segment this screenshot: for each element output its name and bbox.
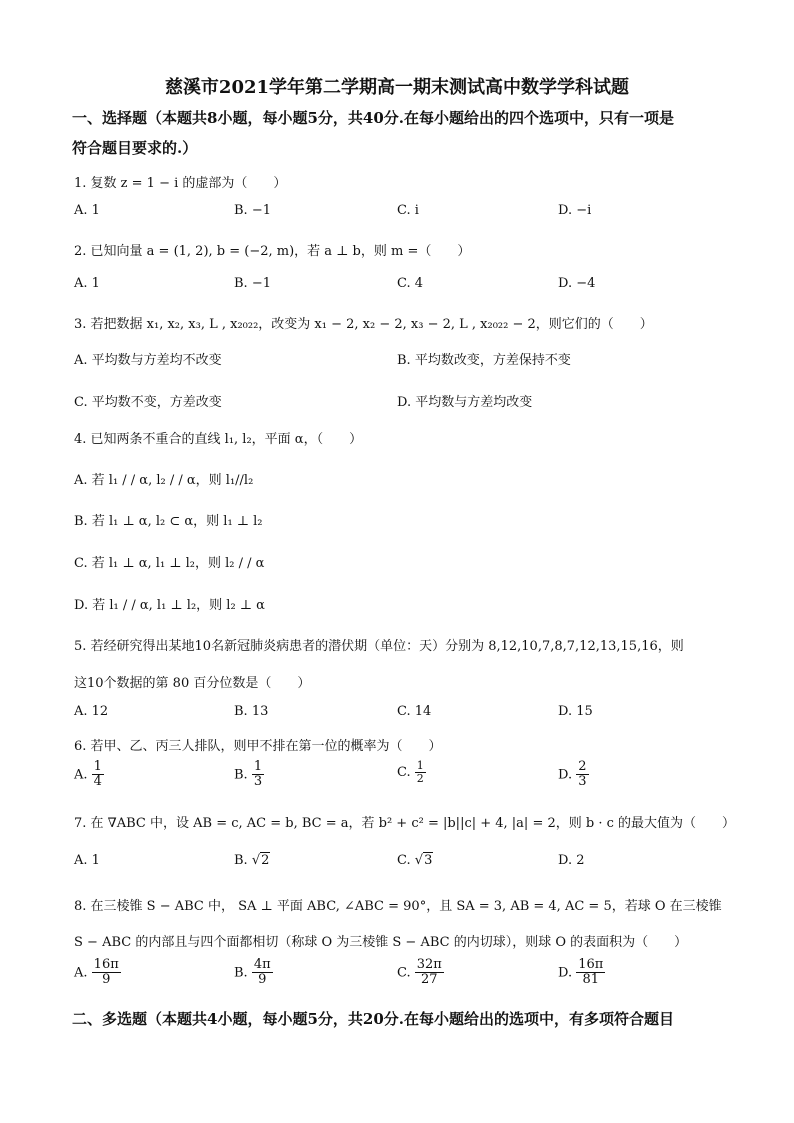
q8-option-c-label: C. (397, 965, 411, 981)
q6-option-a-label: A. (74, 767, 88, 783)
q6-b-denominator: 3 (253, 774, 263, 790)
q8-c-denominator: 27 (421, 972, 438, 988)
q8-option-a-fraction (92, 958, 121, 988)
q6-d-numerator: 2 (578, 759, 587, 774)
q8-option-d-fraction (576, 958, 605, 988)
q8-option-b (234, 958, 273, 988)
q1-option-a: A. 1 (74, 203, 100, 218)
q5-option-a: A. 12 (74, 704, 109, 719)
q6-option-c (397, 760, 426, 785)
q5-option-d: D. 15 (558, 704, 593, 719)
section1-heading-line1: 一、选择题（本题共8小题，每小题5分，共40分.在每小题给出的四个选项中，只有一项是 (72, 109, 674, 127)
q4-option-b: B. 若 l₁ ⊥ α, l₂ ⊂ α，则 l₁ ⊥ l₂ (74, 514, 263, 529)
q8-c-numerator: 32π (416, 957, 442, 972)
q8-option-c-fraction (415, 958, 444, 988)
q2-option-a: A. 1 (74, 276, 100, 291)
question-5-stem-line2: 这10个数据的第 80 百分位数是（ ） (74, 676, 311, 691)
q8-option-a-label: A. (74, 965, 88, 981)
q7-option-d: D. 2 (558, 853, 585, 868)
q6-option-c-label: C. (397, 765, 411, 781)
question-8-stem-line1: 8. 在三棱锥 S − ABC 中， SA ⊥ 平面 ABC, ∠ABC = 90°，且 SA = 3, AB = 4, AC = 5，若球 O 在三棱锥 (74, 899, 722, 914)
q8-b-denominator: 9 (258, 972, 267, 988)
q4-option-c: C. 若 l₁ ⊥ α, l₁ ⊥ l₂，则 l₂ / / α (74, 556, 265, 571)
q3-option-d: D. 平均数与方差均改变 (397, 395, 533, 410)
question-3-stem: 3. 若把数据 x₁, x₂, x₃, L , x₂₀₂₂，改变为 x₁ − 2, x₂ − 2, x₃ − 2, L , x₂₀₂₂ − 2，则它们的（ ） (74, 317, 653, 332)
q1-option-c: C. i (397, 203, 419, 218)
q6-option-a (74, 760, 104, 790)
q5-option-c: C. 14 (397, 704, 432, 719)
question-5-stem-line1: 5. 若经研究得出某地10名新冠肺炎病患者的潜伏期（单位：天）分别为 8,12,10,7,8,7,12,13,15,16，则 (74, 639, 684, 654)
q8-option-c (397, 958, 444, 988)
q8-option-a (74, 958, 121, 988)
q8-d-denominator: 81 (582, 972, 600, 988)
q4-option-d: D. 若 l₁ / / α, l₁ ⊥ l₂，则 l₂ ⊥ α (74, 598, 265, 613)
q2-option-b: B. −1 (234, 276, 271, 291)
question-7-stem: 7. 在 ∇ABC 中，设 AB = c, AC = b, BC = a，若 b² + c² = |b||c| + 4, |a| = 2，则 b · c 的最大值为（ ） (74, 816, 736, 831)
q8-option-b-label: B. (234, 965, 248, 981)
q4-option-a: A. 若 l₁ / / α, l₂ / / α，则 l₁//l₂ (74, 473, 254, 488)
section1-heading-line2: 符合题目要求的.） (72, 139, 198, 157)
q3-option-c: C. 平均数不变，方差改变 (74, 395, 222, 410)
q6-option-b (234, 760, 264, 790)
q6-option-b-label: B. (234, 767, 248, 783)
q8-a-denominator: 9 (102, 972, 111, 988)
q6-option-d-fraction (576, 760, 588, 790)
q6-option-d (558, 760, 589, 790)
q8-d-numerator: 16π (578, 957, 604, 972)
q7-option-a: A. 1 (74, 853, 100, 868)
q6-c-numerator: 1 (416, 759, 424, 772)
question-4-stem: 4. 已知两条不重合的直线 l₁, l₂，平面 α，（ ） (74, 432, 363, 447)
section2-heading: 二、多选题（本题共4小题，每小题5分，共20分.在每小题给出的选项中，有多项符合题目 (72, 1010, 674, 1028)
q8-b-numerator: 4π (253, 957, 271, 972)
q7-option-b-label: B. (234, 853, 248, 868)
q2-option-c: C. 4 (397, 276, 424, 291)
q7-option-c-sqrt: √3 (414, 853, 433, 868)
q8-option-b-fraction (252, 958, 273, 988)
q1-option-d: D. −i (558, 203, 592, 218)
q7-option-c (397, 853, 433, 868)
q5-option-b: B. 13 (234, 704, 269, 719)
q3-option-b: B. 平均数改变，方差保持不变 (397, 353, 571, 368)
q8-a-numerator: 16π (93, 957, 119, 972)
q7-option-b (234, 853, 270, 868)
q6-option-c-fraction (415, 760, 426, 785)
q3-option-a: A. 平均数与方差均不改变 (74, 353, 222, 368)
question-2-stem: 2. 已知向量 a = (1, 2), b = (−2, m)，若 a ⊥ b，则 m =（ ） (74, 244, 471, 259)
page-title: 慈溪市2021学年第二学期高一期末测试高中数学学科试题 (164, 77, 630, 98)
q7-c-radicand: 3 (424, 853, 433, 868)
q6-a-numerator: 1 (93, 759, 102, 774)
q2-option-d: D. −4 (558, 276, 596, 291)
q6-d-denominator: 3 (578, 774, 587, 790)
q6-option-a-fraction (92, 760, 104, 790)
q1-option-b: B. −1 (234, 203, 271, 218)
q6-c-denominator: 2 (416, 772, 424, 786)
q7-b-radicand: 2 (261, 853, 270, 868)
q6-option-d-label: D. (558, 767, 573, 783)
q6-b-numerator: 1 (253, 759, 263, 774)
q6-a-denominator: 4 (93, 774, 102, 790)
question-6-stem: 6. 若甲、乙、丙三人排队，则甲不排在第一位的概率为（ ） (74, 739, 442, 754)
q7-option-c-label: C. (397, 853, 411, 868)
question-8-stem-line2: S − ABC 的内部且与四个面都相切（称球 O 为三棱锥 S − ABC 的内切球），则球 O 的表面积为（ ） (74, 935, 688, 950)
question-1-stem: 1. 复数 z = 1 − i 的虚部为（ ） (74, 176, 287, 191)
q6-option-b-fraction (252, 760, 264, 790)
q8-option-d-label: D. (558, 965, 573, 981)
q7-option-b-sqrt: √2 (251, 853, 270, 868)
q8-option-d (558, 958, 605, 988)
